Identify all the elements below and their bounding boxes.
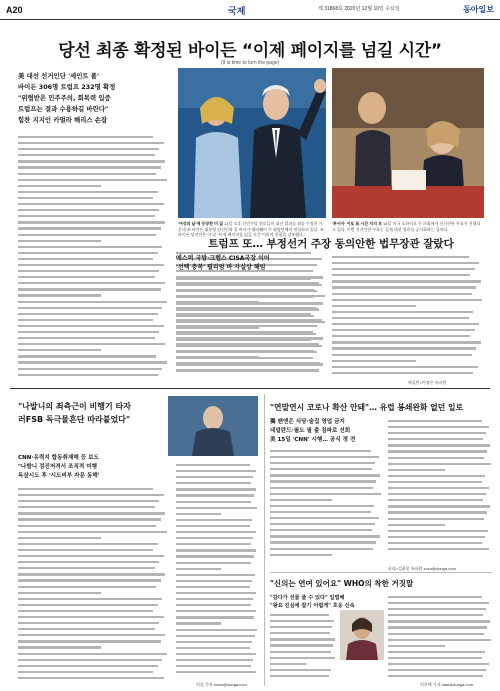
text-line-bar [332,293,472,295]
text-line-bar [332,323,479,325]
text-line-bar [332,347,476,349]
navalny-photo-illustration [168,396,258,456]
text-line-bar [18,209,159,211]
text-line-bar [18,264,164,266]
text-line-bar [270,529,372,531]
text-line-bar [18,179,167,181]
section-name: 국제 [228,6,246,16]
text-line-bar [270,651,331,653]
text-line-texture [388,546,492,552]
text-line-bar [388,511,487,513]
text-line-bar [270,505,374,507]
text-line-bar [388,505,490,507]
text-line-bar [18,374,158,376]
text-line-bar [270,517,379,519]
text-line-bar [176,647,250,649]
text-line-bar [176,659,253,661]
text-line-bar [388,657,482,659]
newspaper-brand: 동아일보 [463,5,494,14]
text-line-bar [18,246,162,248]
text-line-bar [388,663,489,665]
deck-line: 바이든 306명 트럼프 232명 확정 [18,83,116,91]
who-byline: 이은택 기자 nabi@donga.com [420,682,473,687]
text-line-bar [176,308,319,310]
deck-line: 美 대선 선거인단 '세인트 폴' [18,72,99,80]
text-line-texture [388,673,492,679]
text-line-bar [18,234,156,236]
europe-body-col-1 [270,448,382,558]
text-line-bar [332,341,481,343]
caption-text: 14일 오후 신민주당 원로들이 대선 결과를 최종 인정한 가운데 조 바이든 대통령 당선인과 질 여사가 델라웨어 주 윌밍턴에서 연설하고 있다. 조 바이든 당선인은 이 날 "이제 페이지를 넘길 시간"이라며 통합을 강조했다. [178,221,324,237]
europe-byline: 파리=김윤종 특파원 zozo@donga.com [388,566,456,571]
text-line-bar [270,468,372,470]
subhead-line: '선택 충복' 필리엄 바 사실상 해임 [176,264,266,271]
text-line-bar [176,488,256,490]
text-line-bar [18,160,165,162]
text-line-bar [176,357,313,359]
text-line-bar [176,513,221,515]
text-line-bar [18,337,155,339]
text-line-bar [270,548,373,550]
text-line-bar [270,499,332,501]
text-line-bar [18,227,161,229]
text-line-bar [18,653,167,655]
text-line-bar [332,274,470,276]
text-line-bar [176,363,323,365]
text-line-bar [270,669,331,671]
text-line-bar [18,325,164,327]
caption-lead: '투이아' 이토 표 시간 지지 흐 [332,221,382,226]
navalny-byline: 이설 기자 snow@donga.com [196,682,247,687]
text-line-bar [388,596,482,598]
text-line-bar [332,280,481,282]
text-line-bar [176,278,311,280]
text-line-bar [18,258,153,260]
text-line-bar [176,482,251,484]
text-line-bar [176,321,325,323]
trump-story-subhead [176,254,326,272]
text-line-bar [176,345,322,347]
column-divider [264,394,265,686]
deck-line: 힘찬 지지인 카멀라 해리스 손잡 [18,116,108,124]
text-line-bar [270,644,333,646]
text-line-bar [388,626,487,628]
text-line-texture [18,675,168,681]
text-line-bar [176,616,254,618]
text-line-bar [332,354,472,356]
text-line-texture [18,372,168,378]
text-line-texture [176,669,258,675]
headline-english-translation: (It is time to turn the page) [220,60,280,66]
text-line-bar [176,635,255,637]
text-line-bar [176,476,253,478]
text-line-bar [176,290,317,292]
text-line-bar [18,148,159,150]
text-line-bar [176,519,252,521]
text-line-bar [18,518,161,520]
text-line-bar [176,351,317,353]
text-line-bar [176,525,250,527]
text-line-bar [270,511,371,513]
text-line-bar [388,463,491,465]
europe-body-col-2 [388,418,492,558]
text-line-bar [176,671,256,673]
text-line-bar [18,270,159,272]
text-line-bar [270,450,371,452]
text-line-bar [18,567,155,569]
top-story-deck [18,71,168,126]
masthead [0,0,500,20]
text-line-bar [176,494,254,496]
who-body-col-1 [270,612,336,684]
biden-photo [178,68,326,218]
text-line-bar [176,315,314,317]
text-line-bar [18,586,156,588]
trump-story-body-col-1 [176,276,326,378]
text-line-bar [18,136,153,138]
text-line-bar [388,639,491,641]
text-line-bar [388,518,484,520]
text-line-bar [18,659,162,661]
text-line-bar [332,335,470,337]
text-line-bar [332,311,473,313]
text-line-bar [18,355,156,357]
caption-lead: '여성의 날'에 등장한 미 질 [178,221,223,226]
text-line-bar [18,573,165,575]
text-line-bar [18,610,153,612]
text-line-bar [388,457,484,459]
navalny-subhead [18,454,168,481]
who-photo [340,610,384,660]
text-line-bar [18,252,158,254]
text-line-bar [332,305,416,307]
text-line-bar [176,501,251,503]
electoral-college-photo-illustration [332,68,484,218]
text-line-texture [176,367,326,373]
text-line-bar [270,675,329,677]
text-line-bar [18,221,165,223]
text-line-bar [18,301,167,303]
text-line-bar [18,307,162,309]
text-line-bar [270,487,373,489]
who-photo-illustration [340,610,384,660]
text-line-bar [388,542,482,544]
text-line-bar [18,197,153,199]
text-line-bar [18,671,153,673]
text-line-bar [388,420,482,422]
subhead-line: 에스퍼 국방·크렙스 CISA국장 이어 [176,255,270,262]
subhead-line: 독살시도 후 '시도비부 자문 동해' [18,473,100,479]
main-headline: 당선 최종 확정된 바이든 “이제 페이지를 넘길 시간” [58,41,442,61]
text-line-bar [332,299,482,301]
text-line-bar [18,592,101,594]
subhead-line: "왕요 진심에 잡기 어렵게" 호응 신속 [270,603,355,609]
text-line-bar [18,634,165,636]
text-line-bar [176,562,251,564]
text-line-bar [18,203,164,205]
text-line-bar [18,215,155,217]
text-line-bar [388,614,483,616]
text-line-bar [18,640,161,642]
text-line-texture [332,370,484,376]
text-line-bar [388,469,445,471]
text-line-bar [18,319,153,321]
text-line-bar [388,499,483,501]
text-line-texture [270,552,382,558]
text-line-bar [176,629,257,631]
text-line-bar [388,669,486,671]
text-line-bar [18,282,165,284]
top-story-body-col-1 [18,134,168,384]
text-line-bar [388,481,482,483]
text-line-bar [18,142,164,144]
electoral-college-photo-caption [332,221,484,232]
subhead-line: 네덜란드·필도 필 출 침파로 선회 [270,428,351,434]
text-line-bar [270,632,330,634]
text-line-bar [18,500,159,502]
navalny-body-col-2 [176,462,258,680]
text-line-bar [18,525,156,527]
europe-subhead [270,418,390,445]
text-line-bar [176,610,256,612]
text-line-bar [332,366,478,368]
text-line-bar [388,426,489,428]
text-line-bar [18,368,162,370]
text-line-bar [18,240,101,242]
text-line-bar [388,432,486,434]
who-headline: "신의는 연여 있어요" WHO의 착한 거짓말 [270,579,414,588]
text-line-bar [18,561,159,563]
text-line-bar [388,524,445,526]
text-line-bar [270,614,329,616]
biden-photo-illustration [178,68,326,218]
text-line-bar [18,313,158,315]
text-line-bar [270,663,306,665]
text-line-bar [388,536,485,538]
text-line-bar [18,531,167,533]
deck-line: "위협받은 민주주의, 회복력 입증 [18,94,111,102]
text-line-bar [388,620,490,622]
text-line-bar [332,262,479,264]
subhead-line: 獨 밴앤은 식당·술집 영업 금지 [270,419,345,425]
text-line-bar [176,580,252,582]
trump-story-body-col-2 [332,254,484,378]
who-body-col-2 [388,594,492,680]
text-line-bar [176,302,323,304]
text-line-bar [176,339,311,341]
text-line-bar [18,555,164,557]
text-line-bar [176,592,256,594]
text-line-bar [176,543,251,545]
text-line-bar [18,549,153,551]
europe-headline: "연말연시 코로나 확산 안돼"… 유럽 봉쇄완화 없던 일로 [270,403,464,412]
text-line-bar [18,494,164,496]
text-line-bar [18,343,165,345]
who-subhead [270,594,390,610]
text-line-bar [18,294,101,296]
text-line-bar [18,543,158,545]
text-line-bar [270,620,334,622]
caption-text: 14일 미국 오하이오 주 의회에서 선거인단 투표가 진행되고 있다. 이번 선거인단 투표는 실제 대선 결과를 공식화하는 절차다. [332,221,481,232]
text-line-bar [388,548,489,550]
electoral-college-photo [332,68,484,218]
text-line-bar [18,349,101,351]
text-line-bar [270,474,380,476]
section-divider [10,388,490,389]
text-line-bar [388,645,445,647]
text-line-bar [176,586,250,588]
text-line-bar [270,456,379,458]
text-line-bar [270,554,332,556]
text-line-bar [388,675,483,677]
text-line-bar [332,256,469,258]
text-line-bar [332,372,473,374]
subhead-line: "나발니 검진저격서 조직적 미행 [18,464,98,470]
text-line-bar [332,360,416,362]
navalny-body-col-1 [18,486,168,682]
text-line-bar [388,493,486,495]
text-line-bar [270,462,375,464]
text-line-bar [176,653,256,655]
text-line-bar [388,608,486,610]
text-line-bar [18,598,162,600]
subhead-line: CNN·유력지 합동취재해 등 보도 [18,455,99,461]
text-line-bar [388,602,489,604]
text-line-bar [388,487,489,489]
text-line-bar [270,523,375,525]
text-line-bar [18,506,155,508]
text-line-bar [176,555,254,557]
text-line-bar [176,568,221,570]
text-line-bar [388,651,485,653]
text-line-bar [176,327,259,329]
text-line-bar [270,626,332,628]
text-line-bar [18,537,101,539]
navalny-headline [18,400,178,426]
text-line-bar [18,677,164,679]
text-line-bar [176,531,256,533]
text-line-bar [18,331,159,333]
subhead-line: 美 15일 'CNN' 시행… 공식 정 전 [270,437,356,443]
text-line-bar [332,329,475,331]
text-line-bar [388,530,488,532]
text-line-bar [388,450,487,452]
text-line-bar [388,444,490,446]
text-line-bar [18,166,161,168]
text-line-bar [18,512,165,514]
text-line-bar [176,369,319,371]
text-line-bar [270,657,335,659]
text-line-bar [176,574,255,576]
text-line-bar [176,464,250,466]
subhead-line: "감다가 선물 줄 수 있다" 입법해 [270,595,345,601]
text-line-bar [176,284,322,286]
text-line-bar [18,185,101,187]
text-line-bar [270,638,335,640]
text-line-bar [270,541,376,543]
text-line-bar [18,604,158,606]
text-line-bar [18,646,101,648]
issue-meta: 제 31868호 2020년 12월 10일 수요일 [318,6,400,12]
text-line-bar [270,493,381,495]
text-line-bar [18,154,155,156]
deck-line: 트럼프는 결과 수용하길 바란다" [18,105,109,113]
text-line-bar [176,665,251,667]
text-line-bar [18,276,155,278]
trump-story-headline: 트럼프 또… 부정선거 주장 동의안한 법무장관 잘랐다 [208,238,454,250]
trump-story-byline: 워싱턴=이정은 특파원 [408,380,447,385]
text-line-bar [176,333,316,335]
text-line-bar [18,191,158,193]
text-line-bar [176,641,252,643]
text-line-bar [18,173,156,175]
text-line-bar [176,470,256,472]
text-line-bar [18,616,164,618]
page-number: A20 [6,5,23,15]
text-line-bar [176,598,253,600]
headline-line: "나발니의 죄측근이 비행기 타자 [18,402,131,411]
text-line-bar [18,288,161,290]
text-line-bar [176,296,313,298]
text-line-bar [18,665,158,667]
text-line-bar [18,361,167,363]
text-line-bar [176,604,251,606]
text-line-bar [176,622,221,624]
text-line-texture [270,673,336,679]
text-line-bar [18,488,153,490]
who-divider [270,572,492,573]
headline-line: 러FSB 독극물흔단 따라붙었다" [18,415,131,424]
text-line-bar [18,579,161,581]
text-line-bar [388,475,485,477]
text-line-bar [18,628,155,630]
text-line-bar [270,535,380,537]
text-line-bar [176,537,253,539]
text-line-bar [270,480,376,482]
text-line-bar [332,317,469,319]
text-line-bar [18,622,159,624]
navalny-photo [168,396,258,456]
text-line-bar [176,507,257,509]
text-line-bar [332,268,475,270]
text-line-bar [388,438,483,440]
text-line-bar [332,286,476,288]
text-line-bar [388,633,484,635]
text-line-bar [176,549,256,551]
